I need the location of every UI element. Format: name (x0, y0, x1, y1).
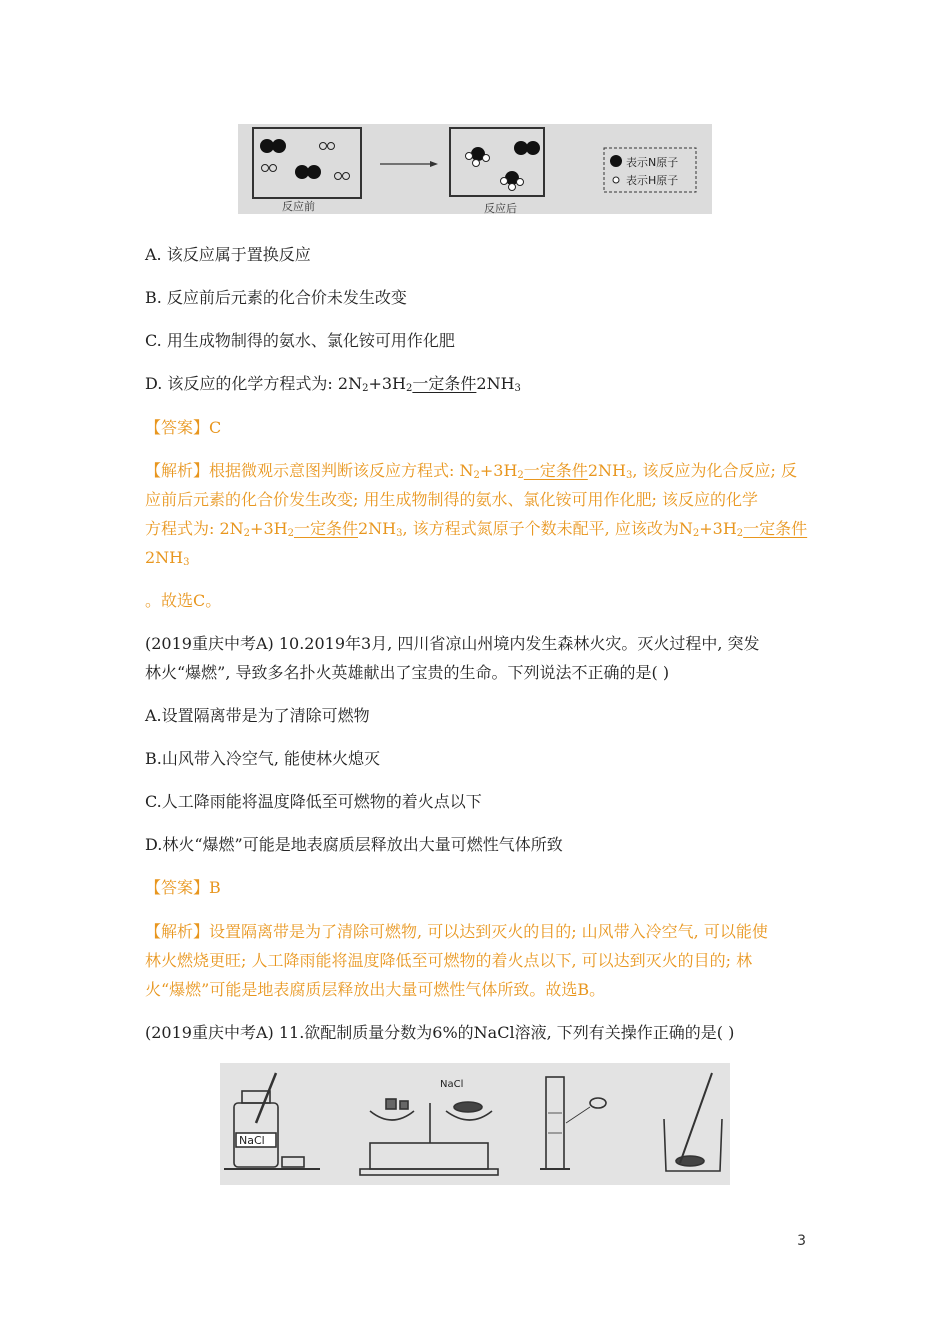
q1-option-a: A. 该反应属于置换反应 (145, 245, 311, 264)
h-atom (328, 143, 335, 150)
balance-label: NaCl (440, 1079, 464, 1090)
q1-analysis-line1: 【解析】根据微观示意图判断该反应方程式: $N_2+3H_2$一定条件$2NH_3$, 该反应为化合反应; 反 (145, 461, 797, 481)
n-atom (307, 165, 321, 179)
h-atom (343, 173, 350, 180)
page-number: 3 (797, 1233, 806, 1249)
h-atom (320, 143, 327, 150)
q1-analysis-line5: 。故选C。 (145, 591, 222, 610)
q2-option-b: B.山风带入冷空气, 能使林火熄灭 (145, 749, 381, 768)
q1-answer (145, 416, 221, 440)
n-atom (272, 139, 286, 153)
q3-stem: (2019重庆中考A) 11.欲配制质量分数为6%的NaCl溶液, 下列有关操作正确的是( ) (145, 1023, 735, 1042)
legend-n-label: 表示N原子 (626, 156, 679, 169)
h-atom (270, 165, 277, 172)
q2-stem-line2: 林火“爆燃”, 导致多名扑火英雄献出了宝贵的生命。下列说法不正确的是( ) (145, 663, 670, 682)
q2-option-c: C.人工降雨能将温度降低至可燃物的着火点以下 (145, 792, 482, 811)
h-atom (262, 165, 269, 172)
answer-tag: 【答案】 (145, 418, 210, 437)
q1-analysis-line2: 应前后元素的化合价发生改变; 用生成物制得的氨水、氯化铵可用作化肥; 该反应的化学 (145, 490, 758, 509)
q2-answer (145, 876, 221, 900)
q2-stem-line1: (2019重庆中考A) 10.2019年3月, 四川省凉山州境内发生森林火灾。灭火过程中, 突发 (145, 634, 760, 653)
after-label: 反应后 (484, 202, 517, 214)
balance-base (370, 1143, 488, 1169)
q2-analysis-line1: 【解析】设置隔离带是为了清除可燃物, 可以达到灭火的目的; 山风带入冷空气, 可以能使 (145, 922, 768, 941)
answer-tag: 【答案】 (145, 878, 210, 897)
q1-option-d: D. 该反应的化学方程式为: $2N_2+3H_2$一定条件$2NH_3$ (145, 374, 521, 394)
n-atom (295, 165, 309, 179)
q1-option-b: B. 反应前后元素的化合价未发生改变 (145, 288, 407, 307)
reaction-diagram-svg (238, 124, 712, 214)
h-atom (335, 173, 342, 180)
q2-option-a: A.设置隔离带是为了清除可燃物 (145, 706, 370, 725)
legend-h-label: 表示H原子 (626, 174, 679, 187)
reaction-condition: 一定条件 (412, 374, 477, 393)
lab-operations-svg (220, 1063, 730, 1185)
q1-analysis-line3: 方程式为: $2N_2+3H_2$一定条件$2NH_3$, 该方程式氮原子个数未配平, 应该改为$N_2+3H_2$一定条件 (145, 519, 808, 539)
analysis-tag: 【解析】 (145, 461, 210, 480)
q2-analysis-line3: 火“爆燃”可能是地表腐质层释放出大量可燃性气体所致。故选B。 (145, 980, 606, 999)
answer-value: B (209, 878, 221, 897)
q1-analysis-line4: $2NH_3$ (145, 548, 190, 568)
q1-option-c: C. 用生成物制得的氨水、氯化铵可用作化肥 (145, 331, 455, 350)
before-label: 反应前 (282, 200, 315, 213)
lab-operations-figure (220, 1063, 730, 1185)
n-atom (260, 139, 274, 153)
q2-analysis-line2: 林火燃烧更旺; 人工降雨能将温度降低至可燃物的着火点以下, 可以达到灭火的目的; 林 (145, 951, 753, 970)
graduated-cylinder (546, 1077, 564, 1169)
before-box (253, 128, 361, 198)
jar-label: NaCl (239, 1134, 265, 1147)
analysis-tag: 【解析】 (145, 922, 210, 941)
answer-value: C (209, 418, 222, 437)
q2-option-d: D.林火“爆燃”可能是地表腐质层释放出大量可燃性气体所致 (145, 835, 563, 854)
after-box (450, 128, 544, 196)
reaction-diagram (238, 124, 712, 214)
